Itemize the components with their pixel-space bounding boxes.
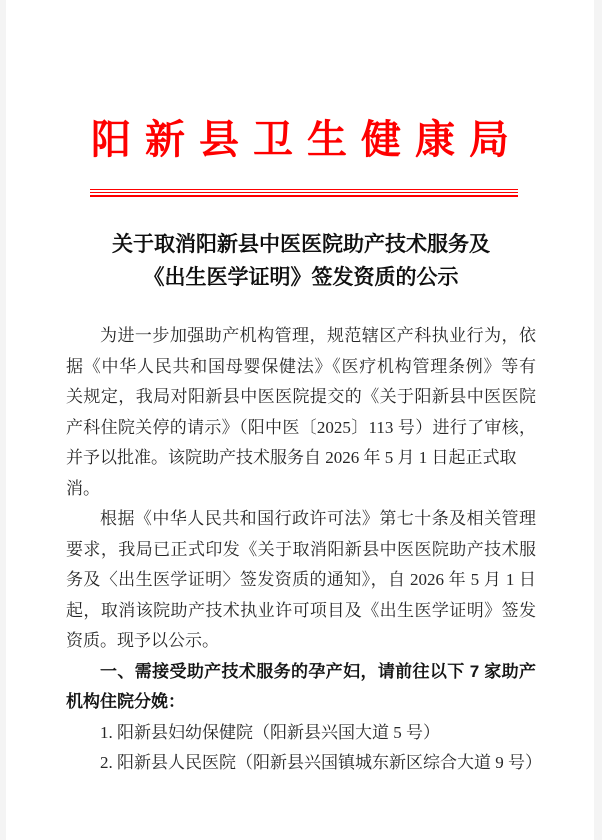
document-title — [0, 228, 602, 294]
text-line: 要求，我局已正式印发《关于取消阳新县中医医院助产技术服 — [66, 539, 536, 559]
text-line: 机构住院分娩： — [66, 692, 185, 711]
document-body — [66, 321, 542, 779]
red-divider — [90, 189, 518, 197]
document-title-line-2: 《出生医学证明》签发资质的公示 — [143, 266, 459, 289]
text-line: 根据《中华人民共和国行政许可法》第七十条及相关管理 — [100, 509, 536, 528]
text-line: 并予以批准。该院助产技术服务自 2026 年 5 月 1 日起正式取消。 — [66, 448, 517, 498]
text-line: 务及〈出生医学证明〉签发资质的通知》，自 2026 年 5 月 1 日 — [66, 570, 536, 589]
text-line: 关规定，我局对阳新县中医医院提交的《关于阳新县中医医院 — [66, 387, 536, 406]
red-divider-line-top — [90, 189, 518, 190]
text-line: 资质。现予以公示。 — [66, 631, 219, 650]
section-heading — [66, 657, 536, 718]
paragraph-2 — [66, 504, 536, 657]
text-line: 起，取消该院助产技术执业许可项目及《出生医学证明》签发 — [66, 600, 536, 620]
paragraph-1 — [66, 321, 536, 504]
text-line: 为进一步加强助产机构管理，规范辖区产科执业行为，依 — [100, 326, 536, 345]
text-line: 一、需接受助产技术服务的孕产妇，请前往以下 7 家助产 — [100, 661, 536, 681]
text-line: 产科住院关停的请示》（阳中医〔2025〕113 号）进行了审核， — [66, 417, 536, 437]
document-title-line-1: 关于取消阳新县中医医院助产技术服务及 — [112, 233, 490, 256]
text-line: 据《中华人民共和国母婴保健法》《医疗机构管理条例》等有 — [66, 356, 536, 376]
list-item: 2. 阳新县人民医院（阳新县兴国镇城东新区综合大道 9 号） — [100, 753, 542, 772]
hospital-list — [66, 718, 542, 779]
red-divider-line-middle — [90, 192, 518, 193]
list-item: 1. 阳新县妇幼保健院（阳新县兴国大道 5 号） — [100, 722, 440, 742]
agency-title: 阳 新 县 卫 生 健 康 局 — [91, 117, 511, 162]
red-divider-line-bottom — [90, 195, 518, 197]
